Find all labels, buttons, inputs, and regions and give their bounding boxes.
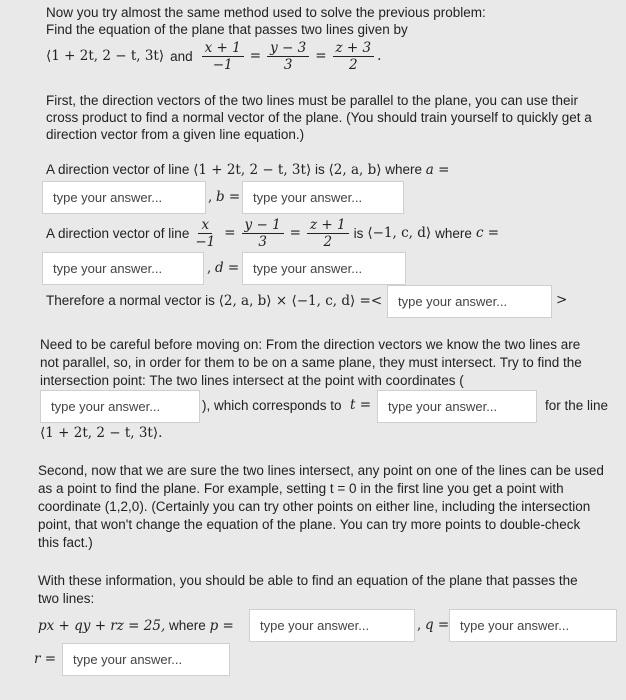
q2-y-denominator: 3 [258,233,267,250]
normal-vector-input[interactable] [387,285,552,318]
q1-vector: ⟨2, a, b⟩ [328,162,382,178]
fraction-z [333,40,375,73]
cross-product-expression: ⟨2, a, b⟩ × ⟨−1, c, d⟩ =< [218,293,383,309]
final-line-1: With these information, you should be able to find an equation of the plane that passes the [38,573,578,588]
q2-z-denominator: 2 [323,233,333,250]
q2-fraction-x [192,217,218,250]
intro-line-equations [46,38,381,74]
direction-para-line-2: cross product to find a normal vector of the plane. (You should train yourself to quickly get a [46,110,592,125]
q2-is: is [353,225,364,241]
equals-sign: = [224,224,236,241]
q2-z-numerator: z + 1 [307,217,349,234]
intersect-line-1: Need to be careful before moving on: From the direction vectors we know the two lines are [40,337,581,352]
q2-vector: ⟨−1, c, d⟩ [367,224,432,241]
fraction-x [202,40,244,73]
direction-para-line-3: direction vector from a given line equation.) [46,127,305,142]
intersect-line-3: intersection point: The two lines intersect at the point with coordinates ( [40,373,464,388]
closing-angle: > [556,292,568,308]
z-numerator: z + 3 [333,40,375,57]
q2-line [46,213,499,253]
y-numerator: y − 3 [267,40,309,57]
line-1-parametric: ⟨1 + 2t, 2 − t, 3t⟩ [46,47,165,64]
q-answer-input[interactable] [449,609,617,642]
q1-line [46,161,449,179]
plane-equation: px + qy + rz = 25, [38,618,166,634]
second-line-2: as a point to find the plane. For example, setting t = 0 in the first line you get a point with [38,481,564,496]
d-answer-input[interactable] [242,252,406,285]
x-numerator: x + 1 [202,40,244,57]
intersection-point-input[interactable] [40,390,200,423]
second-line-5: this fact.) [38,535,93,550]
equals-sign: = [249,47,262,64]
equals-sign: = [289,224,301,241]
and-word: and [170,48,193,64]
q1-is: is [314,162,325,177]
second-line-1: Second, now that we are sure the two lines intersect, any point on one of the lines can be used [38,463,604,478]
period: . [377,47,382,64]
q1-where: where [385,162,423,177]
normal-line [46,292,382,310]
d-equals: d = [215,260,240,276]
intersect-line-param: ⟨1 + 2t, 2 − t, 3t⟩. [40,425,163,441]
q2-fraction-y [242,217,284,250]
second-line-3: coordinate (1,2,0). (Certainly you can try other points on either line, including the intersection [38,499,591,514]
q2-where: where [435,225,472,241]
q2-fraction-z [307,217,349,250]
comma: , [208,189,213,205]
a-equals: a = [425,162,450,178]
intro-line-2: Find the equation of the plane that passes two lines given by [46,22,408,37]
comma: , [207,260,212,276]
p-answer-input[interactable] [249,609,415,642]
intro-line-1: Now you try almost the same method used to solve the previous problem: [46,5,486,20]
a-answer-input[interactable] [42,181,206,214]
x-denominator: −1 [212,56,233,73]
normal-lead-text: Therefore a normal vector is [46,293,215,308]
q1-lead-text: A direction vector of line [46,162,190,177]
intersect-mid-text: ), which corresponds to [202,398,342,413]
equals-sign: = [315,47,327,64]
t-value-input[interactable] [377,390,537,423]
q2-y-numerator: y − 1 [242,217,284,234]
q1-line-param: ⟨1 + 2t, 2 − t, 3t⟩ [193,162,312,178]
y-denominator: 3 [283,56,293,73]
second-line-4: point, that won't change the equation of the plane. You can try more points to double-check [38,517,581,532]
comma: , [417,617,422,633]
final-where: where [169,618,206,633]
intersect-tail-text: for the line [545,398,609,413]
r-equals: r = [34,651,57,667]
q2-x-denominator: −1 [195,233,216,250]
c-equals: c = [475,224,500,241]
direction-para-line-1: First, the direction vectors of the two lines must be parallel to the plane, you can use their [46,93,579,108]
r-answer-input[interactable] [62,643,230,676]
q2-lead-text: A direction vector of line [46,225,190,241]
c-answer-input[interactable] [42,252,204,285]
b-equals: b = [216,189,241,205]
fraction-y [267,40,309,73]
t-equals: t = [350,397,372,413]
q-equals: q = [425,617,450,633]
final-line-2: two lines: [38,591,95,606]
z-denominator: 2 [349,56,358,73]
plane-equation-line [38,617,234,635]
q2-x-numerator: x [198,217,212,234]
p-equals: p = [209,618,234,634]
intersect-line-2: not parallel, so, in order for them to be on a same plane, they must intersect. Try to find the [40,355,582,370]
b-answer-input[interactable] [242,181,404,214]
